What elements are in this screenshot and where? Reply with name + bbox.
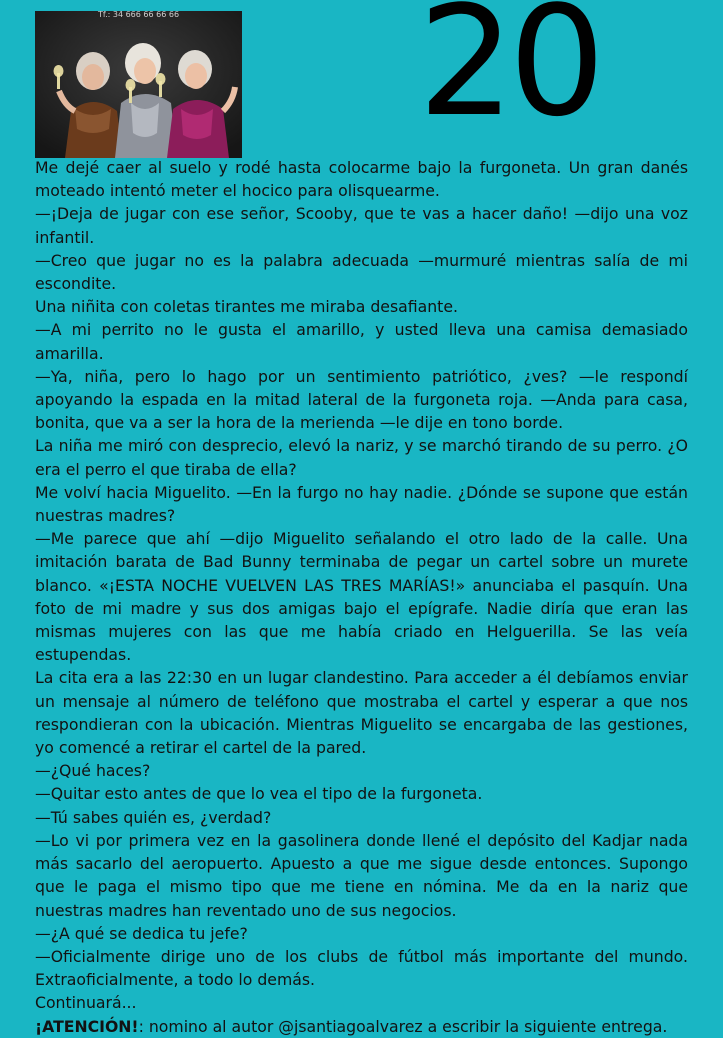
attention-label: ¡ATENCIÓN! bbox=[35, 1016, 139, 1036]
paragraph: —Oficialmente dirige uno de los clubs de fútbol más importante del mundo. Extraoficialmente, a todo lo demás. bbox=[35, 946, 688, 990]
three-women-illustration bbox=[35, 11, 242, 158]
paragraph: —¿Qué haces? bbox=[35, 761, 151, 781]
continuation-note: Continuará... bbox=[35, 993, 137, 1013]
paragraph: Me dejé caer al suelo y rodé hasta colocarme bajo la furgoneta. Un gran danés moteado intentó meter el hocico para olisquearme. bbox=[35, 158, 688, 201]
paragraph: —¿A qué se dedica tu jefe? bbox=[35, 923, 248, 943]
paragraph: —Lo vi por primera vez en la gasolinera donde llené el depósito del Kadjar nada más sacarlo del aeropuerto. Apuesto a que me sigue desde entonces. Supongo que le paga el mismo tipo que me tiene en nómina. Me da en la nariz que nuestras madres han reventado uno de sus negocios. bbox=[35, 830, 688, 920]
paragraph: —¡Deja de jugar con ese señor, Scooby, que te vas a hacer daño! —dijo una voz infantil. bbox=[35, 204, 688, 247]
story-photo bbox=[35, 11, 242, 158]
paragraph: La cita era a las 22:30 en un lugar clandestino. Para acceder a él debíamos enviar un mensaje al número de teléfono que mostraba el cartel y esperar a que nos respondieran con la ubicación. Mientras Miguelito se encargaba de las gestiones, yo comencé a retirar el cartel de la pared. bbox=[35, 668, 688, 758]
attention-text: : nomino al autor @jsantiagoalvarez a escribir la siguiente entrega. bbox=[138, 1016, 668, 1036]
paragraph: Una niñita con coletas tirantes me miraba desafiante. bbox=[35, 297, 458, 317]
paragraph: —Tú sabes quién es, ¿verdad? bbox=[35, 807, 272, 827]
paragraph: —A mi perrito no le gusta el amarillo, y usted lleva una camisa demasiado amarilla. bbox=[35, 320, 688, 363]
paragraph: —Creo que jugar no es la palabra adecuada —murmuré mientras salía de mi escondite. bbox=[35, 250, 688, 294]
story-text bbox=[35, 156, 688, 1038]
paragraph: —Ya, niña, pero lo hago por un sentimiento patriótico, ¿ves? —le respondí apoyando la espada en la mitad lateral de la furgoneta roja. —Anda para casa, bonita, que va a ser la hora de la merienda —le dije en tono borde. bbox=[35, 366, 688, 433]
photo-caption: Tf.: 34 666 66 66 66 bbox=[97, 11, 180, 19]
paragraph: La niña me miró con desprecio, elevó la nariz, y se marchó tirando de su perro. ¿O era el perro el que tiraba de ella? bbox=[35, 436, 688, 479]
paragraph: —Quitar esto antes de que lo vea el tipo de la furgoneta. bbox=[35, 784, 483, 804]
paragraph: Me volví hacia Miguelito. —En la furgo no hay nadie. ¿Dónde se supone que están nuestras madres? bbox=[35, 482, 688, 526]
chapter-number: 20 bbox=[418, 0, 600, 150]
attention-note bbox=[35, 1015, 688, 1038]
paragraph: —Me parece que ahí —dijo Miguelito señalando el otro lado de la calle. Una imitación barata de Bad Bunny terminaba de pegar un cartel sobre un murete blanco. «¡ESTA NOCHE VUELVEN LAS TRES MARÍAS!» anunciaba el pasquín. Una foto de mi madre y sus dos amigas bajo el epígrafe. Nadie diría que eran las mismas mujeres con las que me había criado en Helguerilla. Se las veía estupendas. bbox=[35, 529, 688, 665]
